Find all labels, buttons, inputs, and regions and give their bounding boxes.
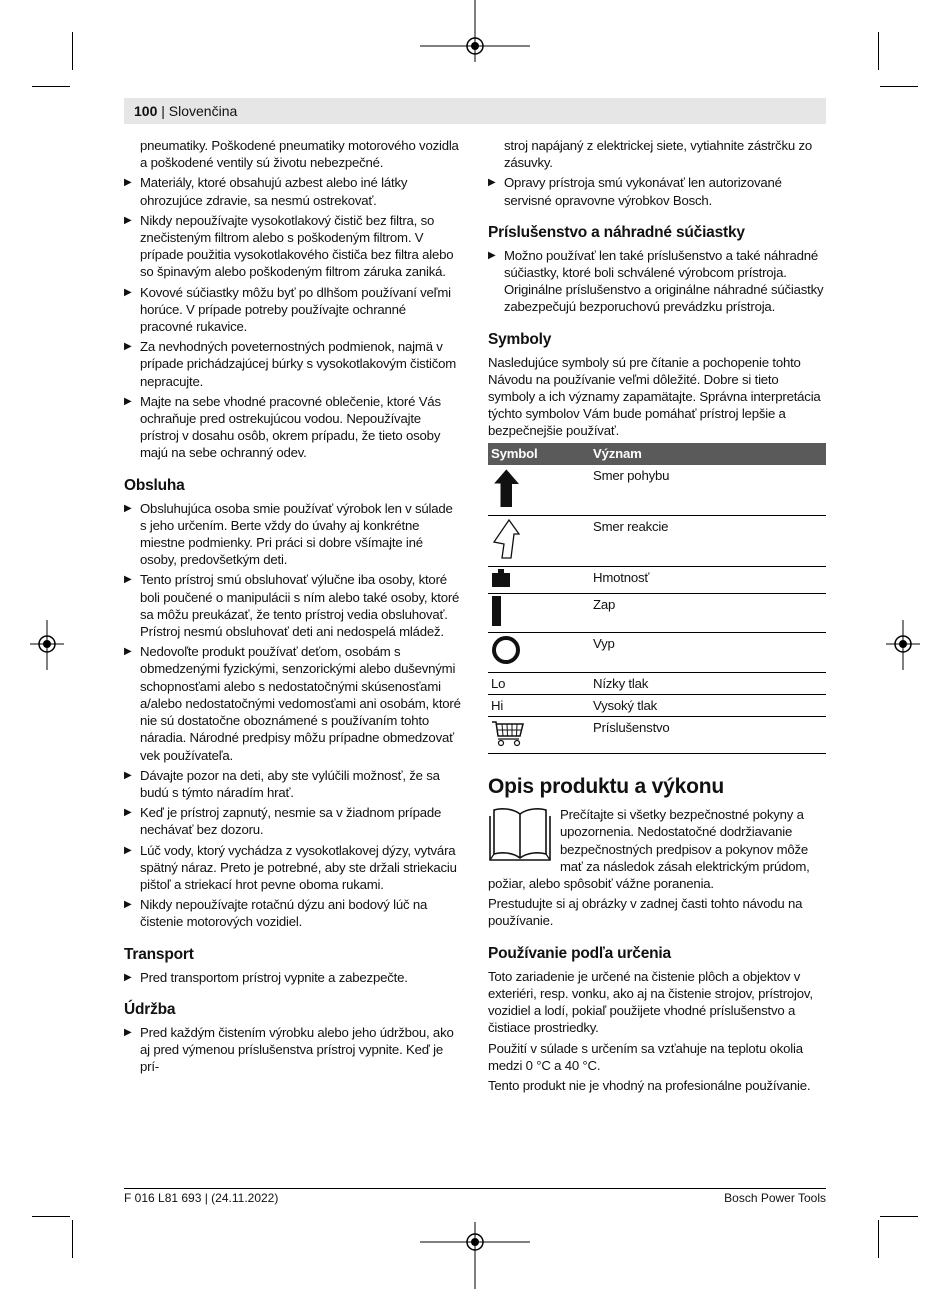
section-heading-transport: Transport	[124, 945, 194, 963]
symbols-intro: Nasledujúce symboly sú pre čítanie a pochopenie tohto Návodu na používanie veľmi dôležité. Dobre si tieto symboly a ich významy zapamätajte. Správna interpretácia týchto symbolov Vám bude pomáhať prístroj lepšie a bezpečnejšie používať.	[488, 354, 821, 439]
meaning-cell: Smer pohybu	[590, 465, 826, 516]
list-item: ▶ Za nevhodných poveternostných podmienok, najmä v prípade prichádzajúcej búrky s vysokotlakovým čističom nepracujte.	[124, 339, 457, 389]
section-heading-symbols: Symboly	[488, 330, 552, 348]
list-item: ▶ Nikdy nepoužívajte rotačnú dýzu ani bodový lúč na čistenie motorových vozidiel.	[124, 897, 428, 930]
obsluha-bullet-list	[124, 500, 461, 931]
list-item: ▶ Obsluhujúca osoba smie používať výrobok len v súlade s jeho určením. Berte vždy do úvahy aj konkrétne miestne podmienky. Pri práci si dobre všímajte iné osoby, predovšetkým deti.	[124, 500, 453, 568]
section-heading-accessories: Príslušenstvo a náhradné súčiastky	[488, 223, 745, 241]
symbol-cell: Lo	[488, 672, 590, 694]
bullet-arrow-icon: ▶	[124, 286, 132, 298]
weight-icon	[491, 569, 511, 587]
list-item: ▶ Nikdy nepoužívajte vysokotlakový čistič bez filtra, so znečisteným filtrom alebo s poškodeným filtrom. V prípade použitia vysokotlakového čističa bez filtra alebo so špinavým alebo poškodeným filtrom záruka zaniká.	[124, 212, 454, 280]
usage-paragraph: Tento produkt nie je vhodný na profesionálne používanie.	[488, 1077, 811, 1093]
cart-icon	[491, 719, 525, 747]
footer-document-id: F 016 L81 693 | (24.11.2022)	[124, 1191, 279, 1205]
meaning-cell: Hmotnosť	[590, 567, 826, 594]
table-row	[488, 567, 826, 594]
list-item: ▶ Materiály, ktoré obsahujú azbest alebo iné látky ohrozujúce zdravie, sa nesmú ostrekovať.	[124, 175, 408, 208]
table-row	[488, 594, 826, 633]
list-item: ▶ Majte na sebe vhodné pracovné oblečenie, ktoré Vás ochraňuje pred ostrekujúcou vodou. Nepoužívajte prístroj v dosahu osôb, okrem prípadu, že tieto osoby majú na sebe ochranný odev.	[124, 393, 441, 461]
list-item: ▶ Kovové súčiastky môžu byť po dlhšom používaní veľmi horúce. V prípade potreby používajte ochranné pracovné rukavice.	[124, 284, 451, 335]
table-header-row	[488, 443, 826, 465]
table-row	[488, 515, 826, 566]
bullet-arrow-icon: ▶	[124, 1026, 132, 1038]
bullet-arrow-icon: ▶	[124, 395, 132, 407]
bullet-arrow-icon: ▶	[124, 971, 132, 983]
symbol-cell	[488, 594, 590, 633]
bullet-arrow-icon: ▶	[124, 214, 132, 226]
page-number: 100	[134, 103, 158, 119]
list-item: ▶ Lúč vody, ktorý vychádza z vysokotlakovej dýzy, vytvára spätný náraz. Preto je potrebné, aby ste držali striekaciu pištoľ a striekací hrot pevne oboma rukami.	[124, 842, 457, 892]
section-heading-product: Opis produktu a výkonu	[488, 775, 724, 799]
list-item: ▶ Dávajte pozor na deti, aby ste vylúčili možnosť, že sa budú s týmto náradím hrať.	[124, 767, 440, 800]
list-item: ▶ Keď je prístroj zapnutý, nesmie sa v žiadnom prípade nechávať bez dozoru.	[124, 805, 442, 838]
list-item: ▶ Tento prístroj smú obsluhovať výlučne iba osoby, ktoré boli poučené o manipulácii s ním alebo také osoby, ktoré sa môžu preukázať, že tento prístroj vedia obsluhovať. Prístroj nesmú obsluhovať deti ani nedospelá mládež.	[124, 572, 460, 640]
bullet-arrow-icon: ▶	[124, 844, 132, 856]
bullet-arrow-icon: ▶	[124, 341, 132, 353]
bullet-arrow-icon: ▶	[488, 177, 496, 189]
section-heading-usage: Používanie podľa určenia	[488, 944, 671, 962]
product-paragraph: Prestudujte si aj obrázky v zadnej časti tohto návodu na používanie.	[488, 896, 803, 929]
table-row	[488, 694, 826, 716]
table-row	[488, 465, 826, 516]
movement-arrow-icon	[491, 467, 521, 509]
off-icon	[491, 635, 523, 665]
bullet-arrow-icon: ▶	[124, 646, 132, 658]
meaning-cell: Smer reakcie	[590, 515, 826, 566]
symbols-table	[488, 443, 826, 755]
registration-mark-icon	[886, 620, 920, 670]
bullet-arrow-icon: ▶	[124, 502, 132, 514]
read-manual-icon	[488, 806, 552, 862]
bullet-arrow-icon: ▶	[124, 177, 132, 189]
continued-paragraph: stroj napájaný z elektrickej siete, vytiahnite zástrčku zo zásuvky.	[504, 138, 812, 171]
product-intro-block	[488, 806, 826, 892]
list-item: ▶ Nedovoľte produkt používať deťom, osobám s obmedzenými fyzickými, senzorickými alebo duševnými schopnosťami alebo s nedostatočnými skúsenosťami a/alebo nedostatočnými vedomosťami ani osobám, ktoré nie sú dostatočne oboznámené s používaním tohto náradia. Národné predpisy môžu prípadne obmedzovať vek používateľa.	[124, 644, 461, 763]
page-language: Slovenčina	[168, 103, 238, 119]
on-icon	[491, 596, 503, 626]
table-row	[488, 672, 826, 694]
table-row	[488, 717, 826, 754]
continued-paragraph: pneumatiky. Poškodené pneumatiky motorového vozidla a poškodené ventily sú životu nebezpečné.	[140, 138, 459, 171]
registration-mark-icon	[420, 1222, 530, 1289]
table-header-meaning: Význam	[590, 443, 826, 465]
bullet-arrow-icon: ▶	[124, 769, 132, 781]
safety-bullet-list	[124, 174, 461, 461]
footer-brand: Bosch Power Tools	[724, 1191, 826, 1205]
symbol-cell	[488, 465, 590, 516]
registration-mark-icon	[30, 620, 64, 670]
right-column	[488, 137, 826, 1097]
symbol-cell	[488, 515, 590, 566]
product-intro-text: Prečítajte si všetky bezpečnostné pokyny a upozornenia. Nedostatočné dodržiavanie bezpečnostných predpisov a pokynov môže mať za následok zásah elektrickým prúdom, požiar, alebo spôsobiť vážne poranenia.	[488, 807, 810, 892]
symbol-cell	[488, 633, 590, 672]
reaction-arrow-icon	[491, 518, 521, 560]
bullet-arrow-icon: ▶	[124, 574, 132, 586]
meaning-cell: Vyp	[590, 633, 826, 672]
table-row	[488, 633, 826, 672]
footer-rule	[124, 1188, 826, 1189]
bullet-arrow-icon: ▶	[124, 807, 132, 819]
list-item: ▶ Možno používať len také príslušenstvo a také náhradné súčiastky, ktoré boli schválené výrobcom prístroja. Originálne príslušenstvo a originálne náhradné súčiastky zabezpečujú bezporuchovú prevádzku prístroja.	[488, 247, 824, 315]
list-item: ▶ Pred každým čistením výrobku alebo jeho údržbou, ako aj pred výmenou príslušenstva prístroj vypnite. Keď je prí-	[124, 1024, 454, 1075]
symbol-cell: Hi	[488, 694, 590, 716]
meaning-cell: Príslušenstvo	[590, 717, 826, 754]
section-heading-obsluha: Obsluha	[124, 476, 185, 494]
usage-paragraph: Použití v súlade s určením sa vzťahuje na teplotu okolia medzi 0 °C a 40 °C.	[488, 1040, 803, 1073]
meaning-cell: Vysoký tlak	[590, 694, 826, 716]
list-item: ▶ Pred transportom prístroj vypnite a zabezpečte.	[124, 969, 408, 985]
page-header: 100 | Slovenčina	[134, 103, 238, 119]
registration-mark-icon	[420, 0, 530, 70]
bullet-arrow-icon: ▶	[488, 249, 496, 261]
meaning-cell: Zap	[590, 594, 826, 633]
left-column	[124, 137, 461, 1078]
symbol-cell	[488, 567, 590, 594]
usage-paragraph: Toto zariadenie je určené na čistenie plôch a objektov v exteriéri, resp. vonku, ako aj na čistenie strojov, prístrojov, vozidiel a lodí, pokiaľ použijete vhodné príslušenstvo a čistiace prostriedky.	[488, 968, 813, 1036]
bullet-arrow-icon: ▶	[124, 899, 132, 911]
symbol-cell	[488, 717, 590, 754]
section-heading-udrzba: Údržba	[124, 1000, 176, 1018]
table-header-symbol: Symbol	[488, 443, 590, 465]
list-item: ▶ Opravy prístroja smú vykonávať len autorizované servisné opravovne výrobkov Bosch.	[488, 175, 782, 208]
meaning-cell: Nízky tlak	[590, 672, 826, 694]
